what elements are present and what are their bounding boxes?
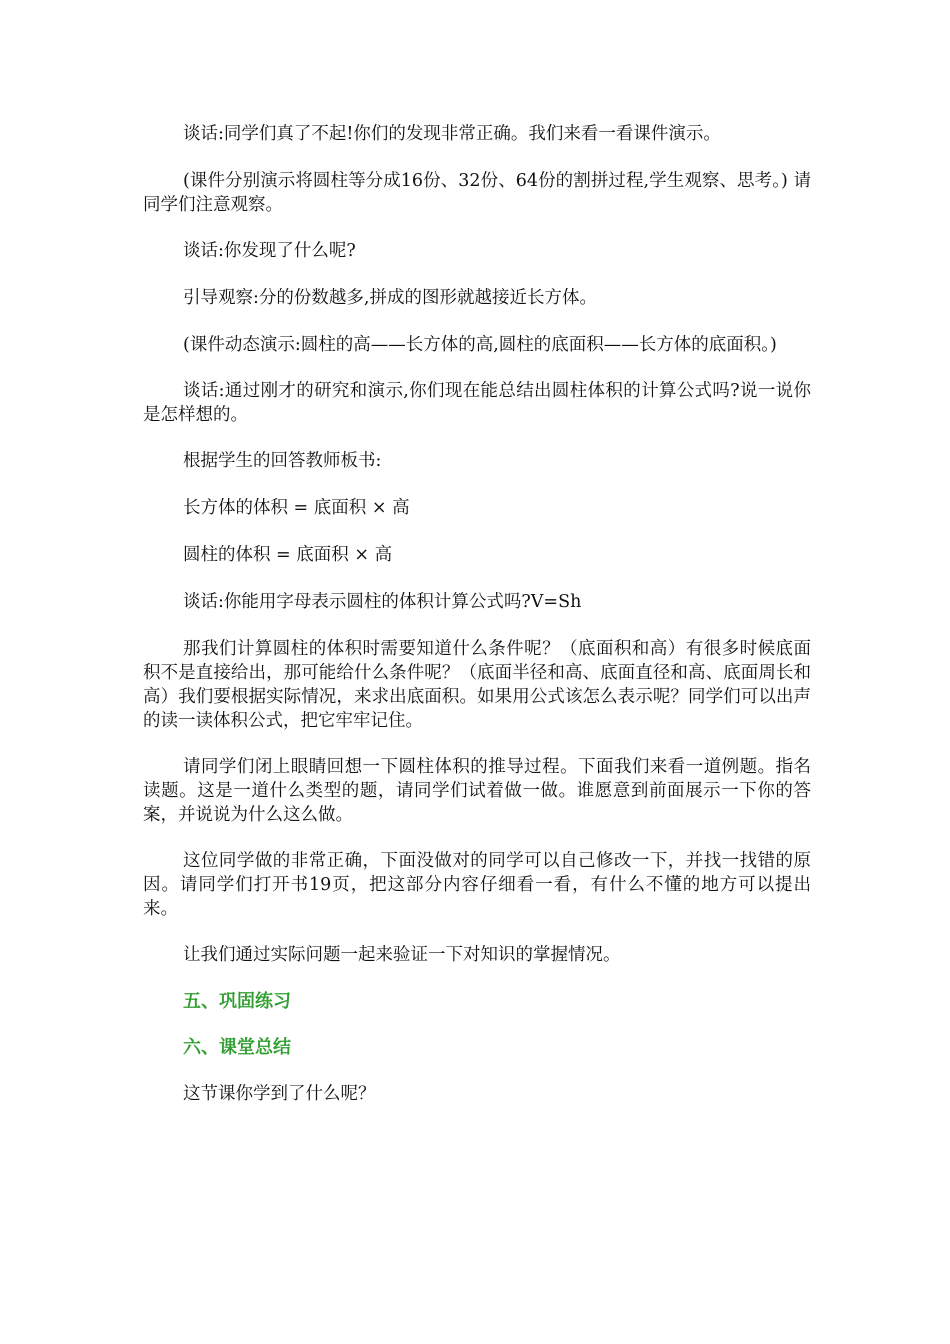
formula-cylinder-volume: 圆柱的体积 = 底面积 × 高 [183, 545, 393, 565]
paragraph-correction: 这位同学做的非常正确，下面没做对的同学可以自己修改一下，并找一找错的原因。请同学们打开书19页，把这部分内容仔细看一看，有什么不懂的地方可以提出来。 [143, 851, 811, 919]
formula-cuboid-volume: 长方体的体积 = 底面积 × 高 [183, 498, 410, 518]
paragraph-summarize-formula: 谈话:通过刚才的研究和演示,你们现在能总结出圆柱体积的计算公式吗?说一说你是怎样想的。 [143, 381, 811, 425]
paragraph-closing: 这节课你学到了什么呢？ [183, 1084, 376, 1104]
paragraph-letter-formula: 谈话:你能用字母表示圆柱的体积计算公式吗?V=Sh [183, 592, 582, 612]
paragraph-example: 请同学们闭上眼睛回想一下圆柱体积的推导过程。下面我们来看一道例题。指名读题。这是一道什么类型的题，请同学们试着做一做。谁愿意到前面展示一下你的答案，并说说为什么这么做。 [143, 757, 811, 825]
heading-practice: 五、巩固练习 [183, 991, 291, 1012]
paragraph-blackboard: 根据学生的回答教师板书: [183, 451, 382, 471]
paragraph-courseware-demo: (课件分别演示将圆柱等分成16份、32份、64份的割拼过程,学生观察、思考。) 请 同学们注意观察。 [143, 171, 823, 215]
paragraph-guided-observation: 引导观察:分的份数越多,拼成的图形就越接近长方体。 [183, 288, 597, 308]
heading-summary: 六、课堂总结 [183, 1037, 291, 1058]
paragraph-conditions: 那我们计算圆柱的体积时需要知道什么条件呢？（底面积和高）有很多时候底面积不是直接给出，那可能给什么条件呢？（底面半径和高、底面直径和高、底面周长和高）我们要根据实际情况，来求出底面积。如果用公式该怎么表示呢？同学们可以出声的读一读体积公式，把它牢牢记住。 [143, 639, 811, 731]
document-body [143, 122, 823, 1129]
paragraph-verify: 让我们通过实际问题一起来验证一下对知识的掌握情况。 [183, 945, 621, 965]
paragraph-what-found: 谈话:你发现了什么呢? [183, 241, 356, 261]
paragraph-dynamic-demo: (课件动态演示:圆柱的高——长方体的高,圆柱的底面积——长方体的底面积。) [183, 335, 777, 355]
paragraph-courseware-intro: 谈话:同学们真了不起!你们的发现非常正确。我们来看一看课件演示。 [183, 124, 721, 144]
